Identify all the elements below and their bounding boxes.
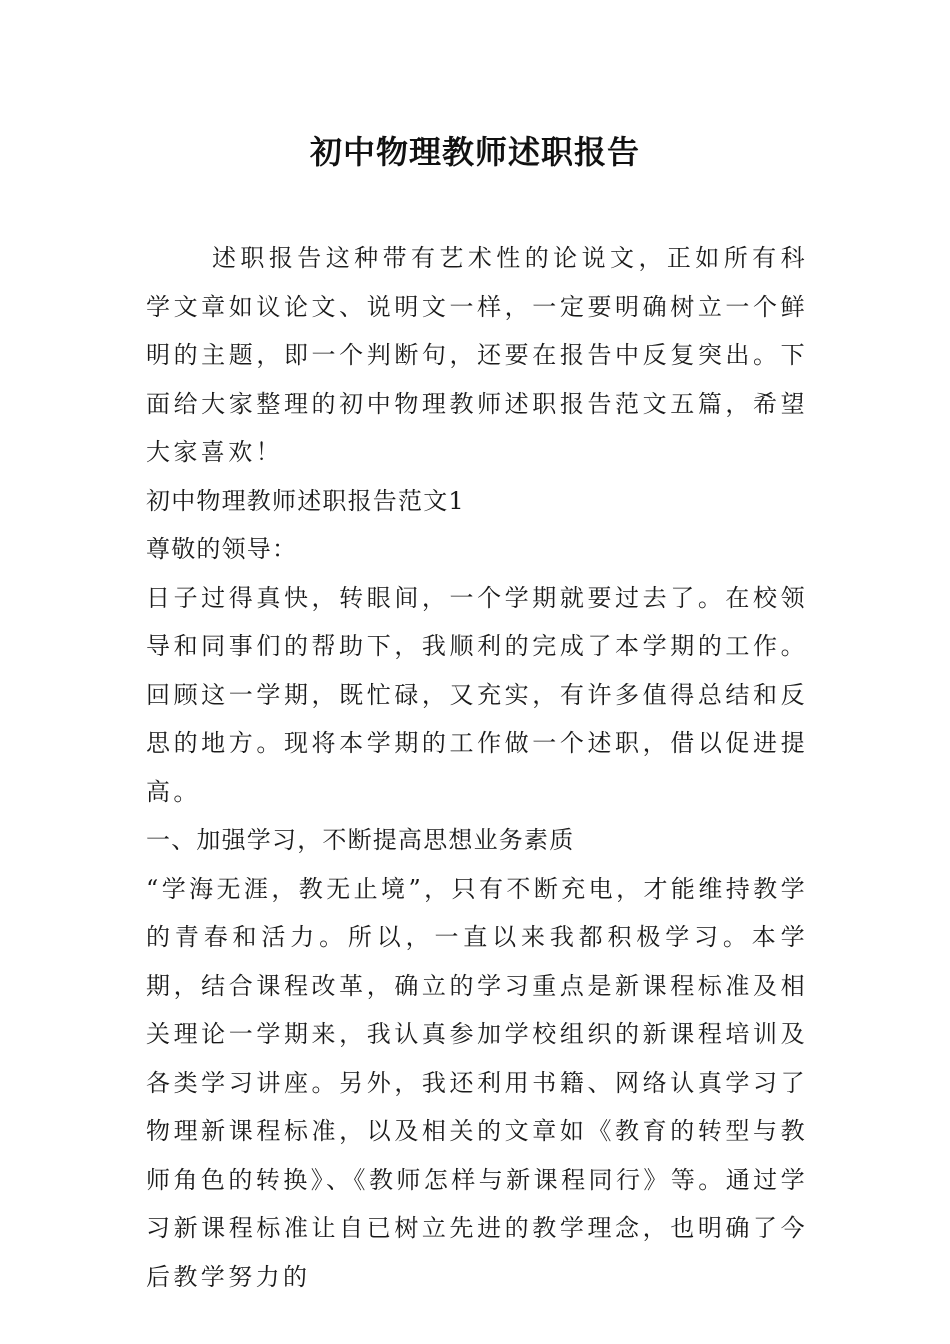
section-heading: 初中物理教师述职报告范文1 [146,486,465,515]
body-paragraph: “学海无涯，教无止境”，只有不断充电，才能维持教学的青春和活力。所以，一直以来我都积极学习。本学期，结合课程改革，确立的学习重点是新课程标准及相关理论一学期来，我认真参加学校组织的新课程培训及各类学习讲座。另外，我还利用书籍、网络认真学习了物理新课程标准，以及相关的文章如《教育的转型与教师角色的转换》、《教师怎样与新课程同行》等。通过学习新课程标准让自已树立先进的教学理念，也明确了今后教学努力的 [146,874,808,1291]
subsection-heading: 一、加强学习，不断提高思想业务素质 [146,826,575,854]
body-paragraph: 日子过得真快，转眼间，一个学期就要过去了。在校领导和同事们的帮助下，我顺利的完成了本学期的工作。回顾这一学期，既忙碌，又充实，有许多值得总结和反思的地方。现将本学期的工作做一个述职，借以促进提高。 [146,583,808,806]
document-title: 初中物理教师述职报告 [309,133,640,171]
intro-paragraph: 述职报告这种带有艺术性的论说文，正如所有科学文章如议论文、说明文一样，一定要明确树立一个鲜明的主题，即一个判断句，还要在报告中反复突出。下面给大家整理的初中物理教师述职报告范文五篇，希望大家喜欢！ [146,244,808,466]
document-body [146,234,808,1301]
salutation: 尊敬的领导： [146,535,298,563]
